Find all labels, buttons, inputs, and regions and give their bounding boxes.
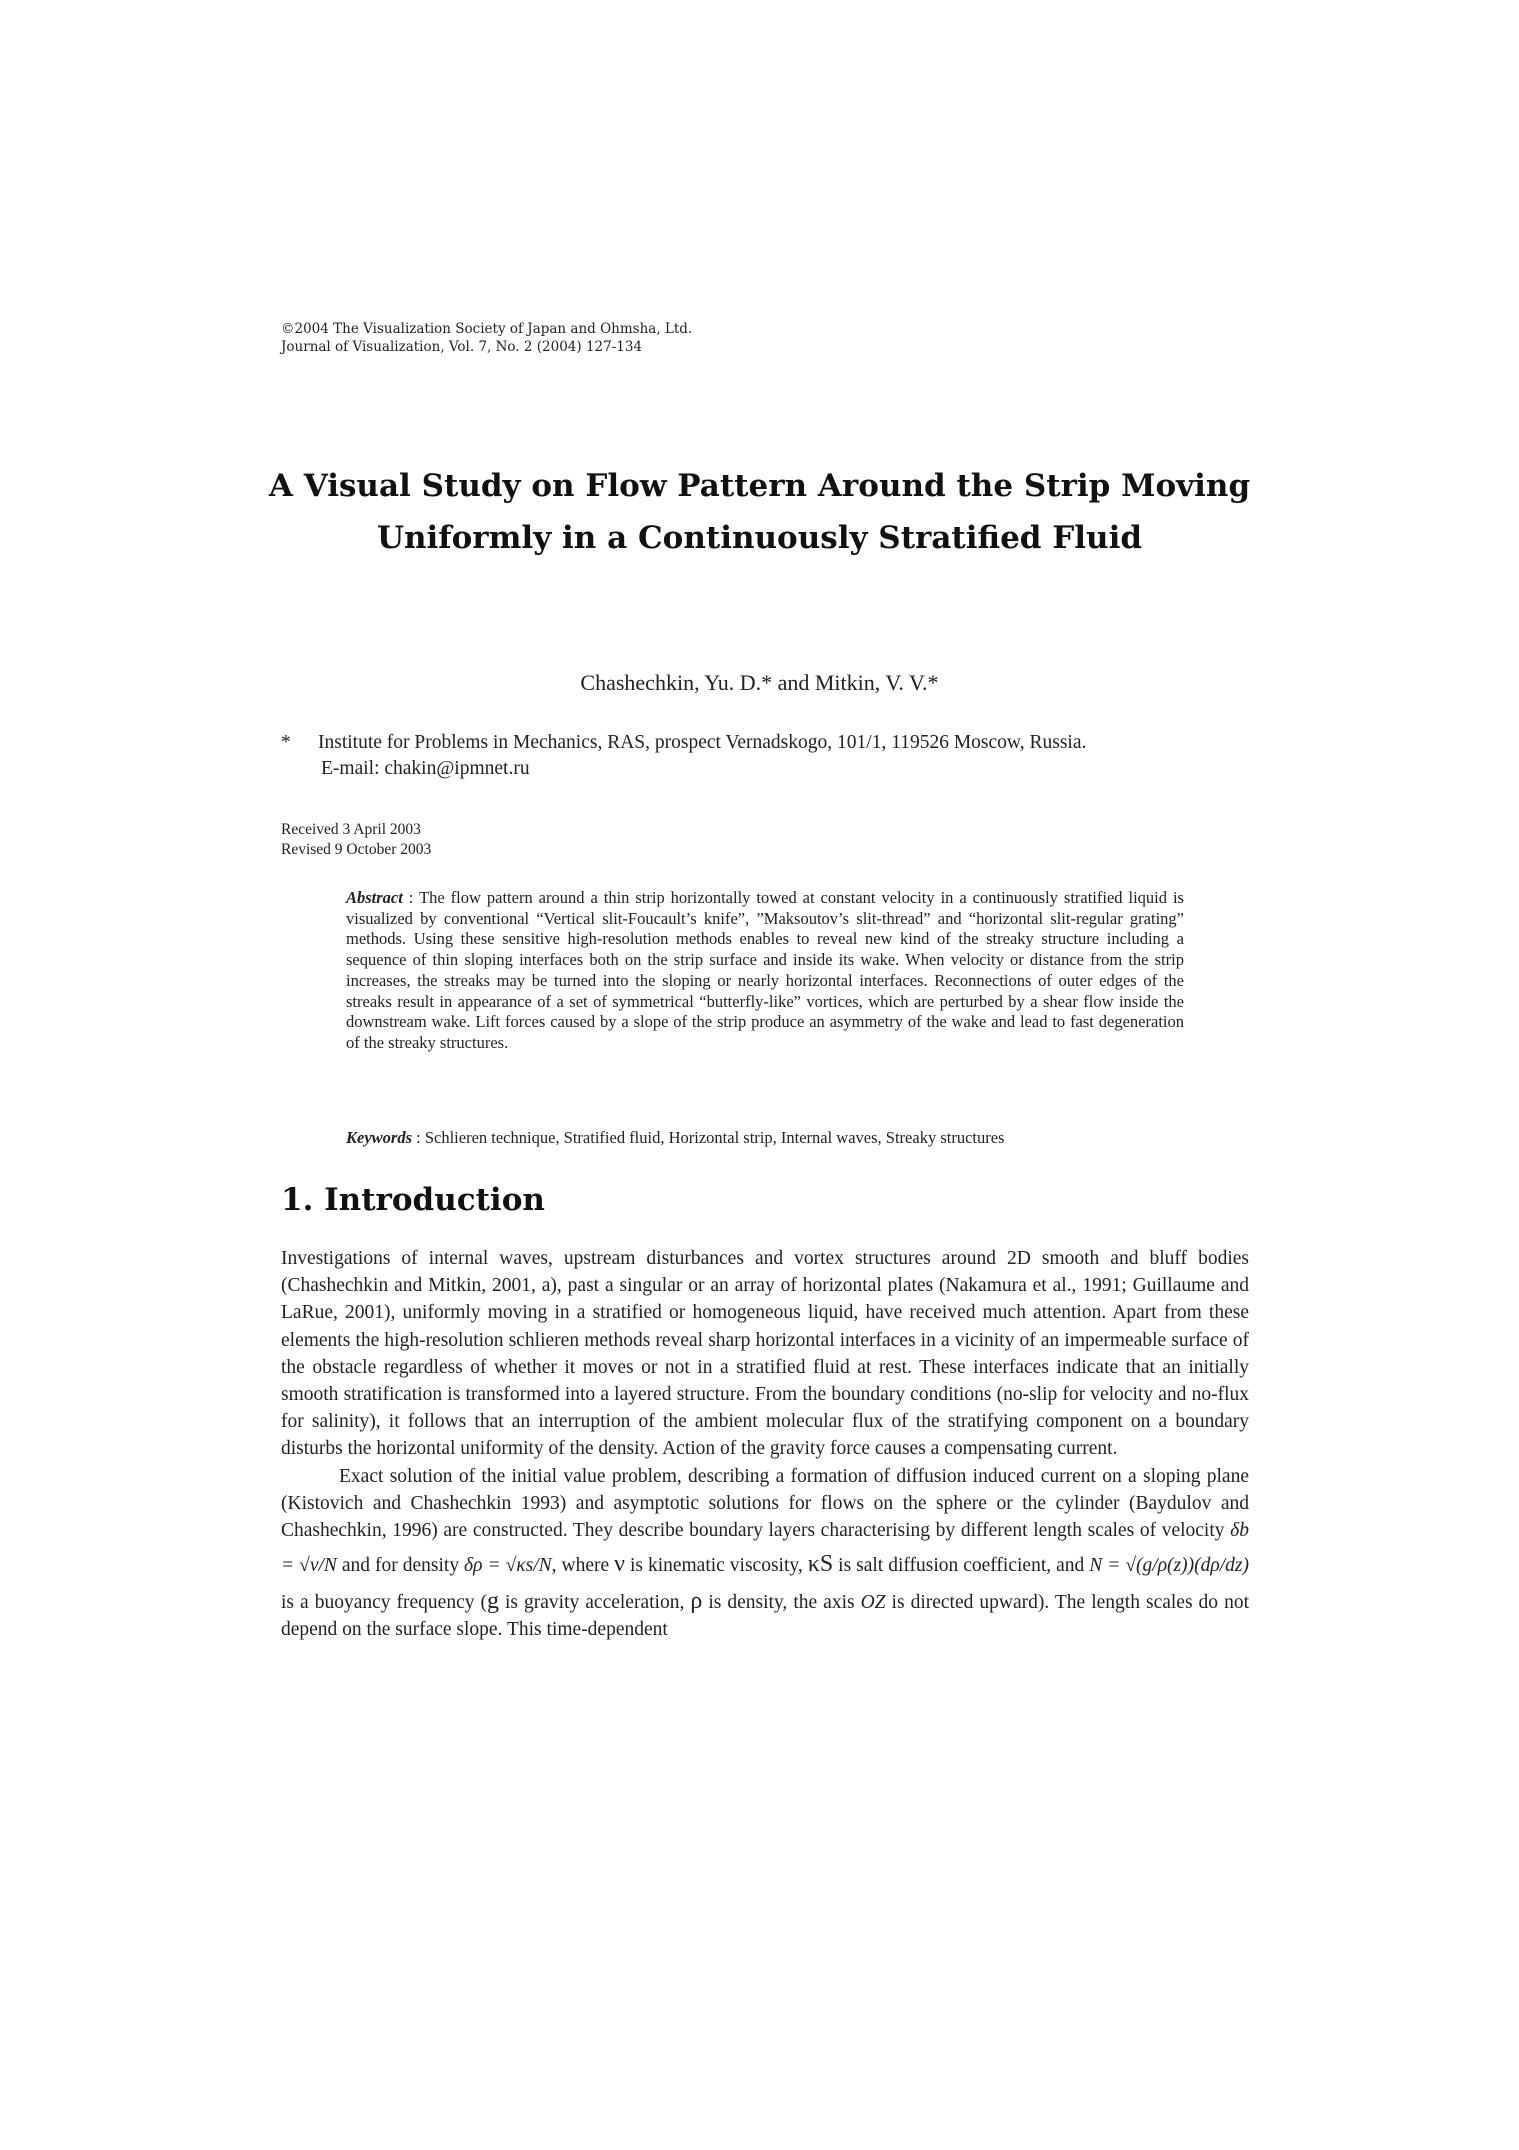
paper-title — [200, 460, 1319, 564]
symbol-rho: ρ — [690, 1588, 703, 1615]
authors: Chashechkin, Yu. D.* and Mitkin, V. V.* — [580, 670, 939, 695]
para2-text-2: and for density — [336, 1555, 465, 1577]
abstract-text: The flow pattern around a thin strip horizontally towed at constant velocity in a continuously stratified liquid is visualized by conventional “Vertical slit-Foucault’s knife”, ”Maksoutov’s slit-thread” and “horizontal slit-regular grating” methods. Using these sensitive high-resolution methods enables to reveal new kind of the streaky structure including a sequence of thin sloping interfaces both on the strip surface and inside its wake. When velocity or distance from the strip increases, the streaks may be turned into the sloping or nearly horizontal interfaces. Reconnections of outer edges of the streaks result in appearance of a set of symmetrical “butterfly-like” vortices, which are perturbed by a shear flow inside the downstream wake. Lift forces caused by a slope of the strip produce an asymmetry of the wake and lead to fast degeneration of the streaky structures. — [346, 888, 1184, 1052]
affiliation-text: Institute for Problems in Mechanics, RAS, prospect Vernadskogo, 101/1, 119526 Moscow, Russia. — [318, 732, 1087, 753]
abstract-label: Abstract — [346, 888, 403, 907]
para2-text-9: is directed upward). The length scales do not depend on the surface slope. This time-dependent — [281, 1592, 1249, 1641]
para2-text-1: Exact solution of the initial value problem, describing a formation of diffusion induced current on a sloping plane (Kistovich and Chashechkin 1993) and asymptotic solutions for flows on the sphere or the cylinder (Baydulov and Chashechkin, 1996) are constructed. They describe boundary layers characterising by different length scales of velocity — [281, 1465, 1249, 1542]
revised-date: Revised 9 October 2003 — [281, 841, 432, 858]
equation-buoyancy-frequency: N = √(g/ρ(z))(dρ/dz) — [1089, 1555, 1249, 1577]
symbol-kappa: κS — [807, 1551, 834, 1578]
email-address: E-mail: chakin@ipmnet.ru — [321, 758, 530, 779]
para2-text-3: , where — [551, 1555, 615, 1577]
abstract-separator: : — [402, 888, 420, 907]
abstract — [346, 888, 1184, 1054]
keywords-text: Schlieren technique, Stratified fluid, Horizontal strip, Internal waves, Streaky structures — [424, 1128, 1005, 1147]
journal-header — [281, 320, 692, 356]
affiliation-marker: * — [281, 732, 291, 753]
body-text — [281, 1245, 1249, 1644]
para2-text-4: is kinematic viscosity, — [624, 1555, 808, 1577]
equation-delta-b: δb = √ν/N — [281, 1520, 1249, 1577]
paragraph-2 — [281, 1463, 1249, 1644]
symbol-oz: OZ — [860, 1592, 886, 1614]
title-line-2: Uniformly in a Continuously Stratified Fluid — [376, 520, 1143, 556]
para2-text-8: is density, the axis — [702, 1592, 861, 1614]
paragraph-1: Investigations of internal waves, upstream disturbances and vortex structures around 2D smooth and bluff bodies (Chashechkin and Mitkin, 2001, a), past a singular or an array of horizontal plates (Nakamura et al., 1991; Guillaume and LaRue, 2001), uniformly moving in a stratified or homogeneous liquid, have received much attention. Apart from these elements the high-resolution schlieren methods reveal sharp horizontal interfaces in a vicinity of an impermeable surface of the obstacle regardless of whether it moves or not in a stratified fluid at rest. These interfaces indicate that an initially smooth stratification is transformed into a layered structure. From the boundary conditions (no-slip for velocity and no-flux for salinity), it follows that an interruption of the ambient molecular flux of the stratifying component on a boundary disturbs the horizontal uniformity of the density. Action of the gravity force causes a compensating current. — [281, 1248, 1249, 1460]
keywords-separator: : — [412, 1128, 425, 1147]
copyright-line: ©2004 The Visualization Society of Japan and Ohmsha, Ltd. — [281, 321, 693, 337]
section-heading: 1. Introduction — [281, 1182, 545, 1218]
symbol-g: g — [486, 1588, 499, 1615]
received-date: Received 3 April 2003 — [281, 821, 421, 838]
equation-delta-rho: δρ = √κs/N — [464, 1555, 552, 1577]
keywords — [346, 1128, 1246, 1148]
journal-citation: Journal of Visualization, Vol. 7, No. 2 (2004) 127-134 — [281, 339, 643, 355]
keywords-label: Keywords — [346, 1128, 412, 1147]
para2-text-6: is a buoyancy frequency ( — [281, 1592, 487, 1614]
symbol-nu: ν — [614, 1551, 625, 1578]
dates — [281, 820, 431, 860]
para2-text-7: is gravity acceleration, — [498, 1592, 691, 1614]
title-line-1: A Visual Study on Flow Pattern Around the Strip Moving — [268, 468, 1251, 504]
para2-text-5: is salt diffusion coefficient, and — [833, 1555, 1090, 1577]
